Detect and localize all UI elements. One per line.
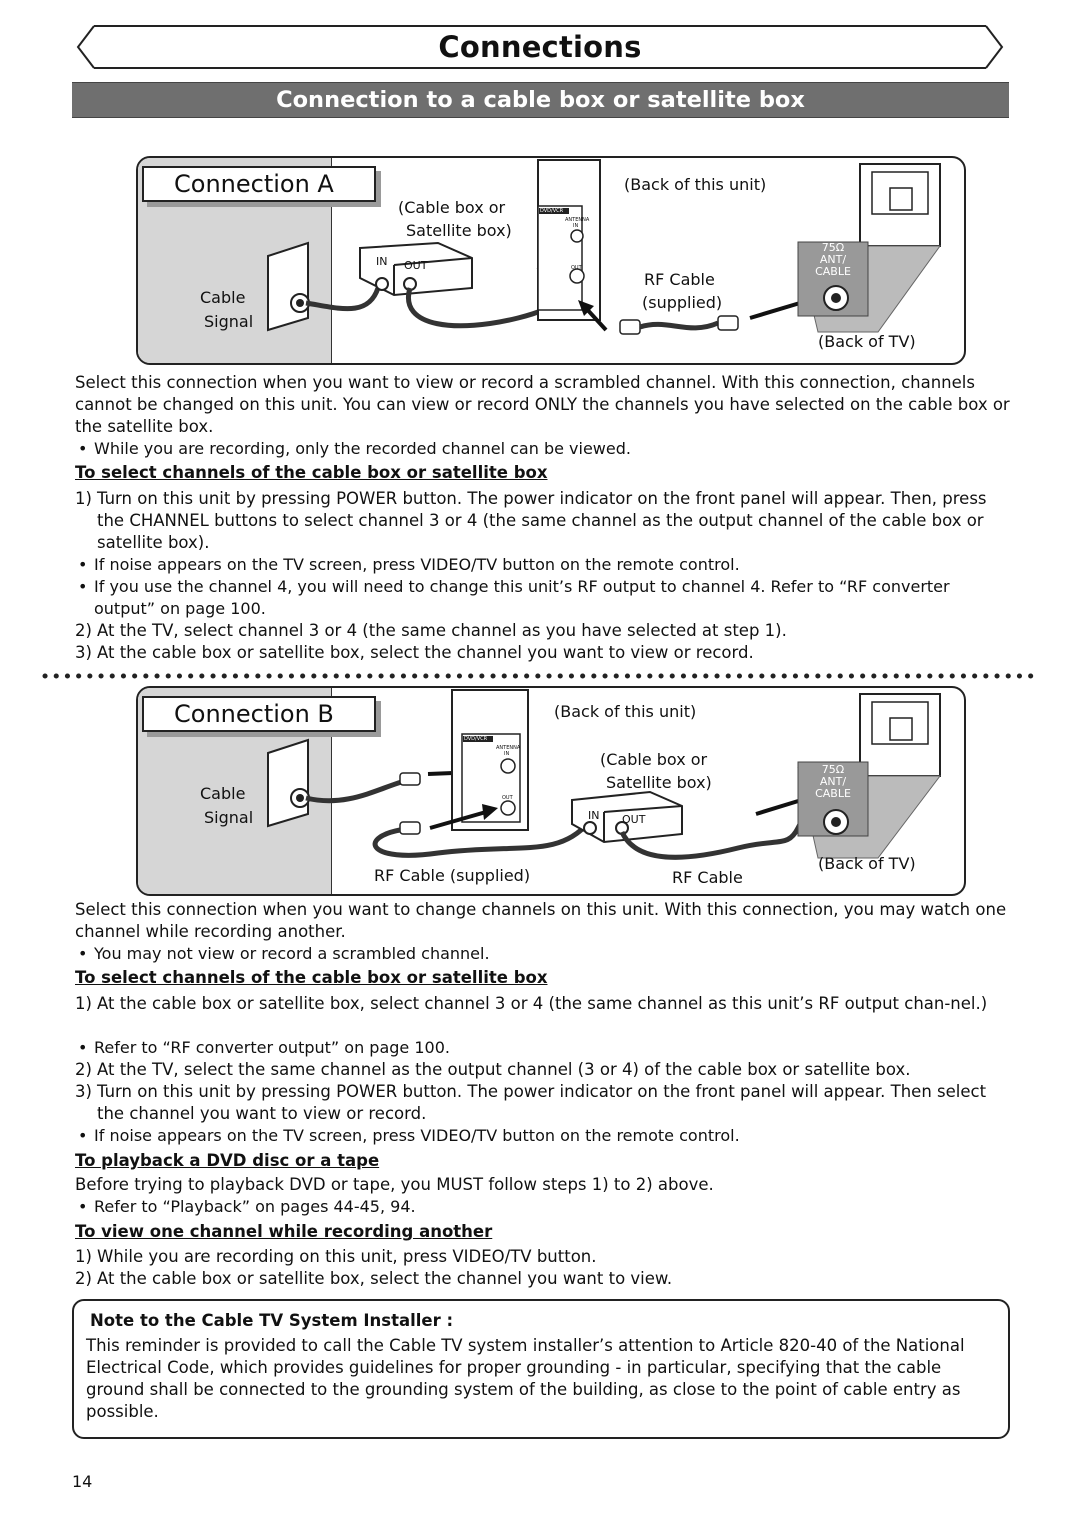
- dotted-separator: [42, 670, 1042, 682]
- unit-antenna-label: ANTENNA: [496, 745, 521, 751]
- bullet-mark: •: [78, 1038, 88, 1057]
- box-out-label: OUT: [622, 813, 646, 826]
- step-text: At the TV, select channel 3 or 4 (the same channel as you have selected at step 1).: [97, 621, 787, 640]
- rf-cable-label: RF Cable: [672, 868, 743, 887]
- step-text: Turn on this unit by pressing POWER button. The power indicator on the front panel will appear. Then, press the CHANNEL buttons to select channel 3 or 4 (the same channel as the output channel of the cable box or satellite box).: [97, 489, 987, 552]
- tv-cable-label: CABLE: [815, 265, 851, 278]
- bullet-mark: •: [78, 577, 88, 596]
- supplied-label: (supplied): [642, 293, 723, 312]
- step-number: 1): [75, 994, 92, 1013]
- note-body: This reminder is provided to call the Cable TV system installer’s attention to Article 820-40 of the National Electrical Code, which provides guidelines for proper grounding - in particular, specifying that the cable ground shall be connected to the grounding system of the building, as close to the point of cable entry as possible.: [86, 1336, 965, 1421]
- signal-label: Signal: [204, 808, 254, 827]
- back-of-unit-label: (Back of this unit): [554, 702, 697, 721]
- bullet-refer-rf: [78, 1037, 1013, 1059]
- heading-view-one-channel: To view one channel while recording another: [75, 1222, 493, 1241]
- connection-a-diagram: [136, 156, 966, 365]
- step-a1: [75, 488, 1010, 554]
- step-number: 1): [75, 489, 92, 508]
- tv-75-label: 75Ω: [821, 241, 845, 254]
- view-step-2: [75, 1268, 1010, 1290]
- bullet-text: If noise appears on the TV screen, press VIDEO/TV button on the remote control.: [94, 1126, 740, 1145]
- step-text: At the cable box or satellite box, select channel 3 or 4 (the same channel as this unit’s RF output chan-nel.): [97, 994, 988, 1013]
- installer-note-box: [72, 1299, 1010, 1439]
- heading-select-channels-a: To select channels of the cable box or satellite box: [75, 463, 548, 482]
- box-out-label: OUT: [404, 259, 428, 272]
- step-text: Turn on this unit by pressing POWER button. The power indicator on the front panel will appear. Then select the channel you want to view or record.: [97, 1082, 987, 1123]
- bullet-text: Refer to “RF converter output” on page 100.: [94, 1038, 450, 1057]
- unit-out-label: OUT: [571, 265, 582, 271]
- section-title-bar: [72, 82, 1009, 118]
- heading-playback: To playback a DVD disc or a tape: [75, 1151, 380, 1170]
- note-title: Note to the Cable TV System Installer :: [90, 1311, 454, 1330]
- view-step-1: [75, 1246, 1010, 1268]
- cable-label: Cable: [200, 784, 246, 803]
- tv-ant-label: ANT/: [819, 775, 847, 788]
- cable-box-label-2: Satellite box): [606, 773, 712, 792]
- connection-b-label: Connection B: [142, 696, 376, 732]
- connection-b-intro: Select this connection when you want to change channels on this unit. With this connection, you may watch one channel while recording another.: [75, 900, 1007, 941]
- tv-ant-label: ANT/: [819, 253, 847, 266]
- bullet-text: You may not view or record a scrambled channel.: [94, 944, 490, 963]
- back-of-tv-label: (Back of TV): [818, 332, 916, 351]
- box-in-label: IN: [376, 255, 388, 268]
- step-number: 2): [75, 1269, 92, 1288]
- step-text: At the cable box or satellite box, select the channel you want to view.: [97, 1269, 673, 1288]
- page-title: Connections: [438, 30, 642, 64]
- page-number: 14: [72, 1472, 93, 1491]
- signal-label: Signal: [204, 312, 254, 331]
- bullet-mark: •: [78, 944, 88, 963]
- bullet-scrambled: [78, 943, 1013, 965]
- connection-a-intro: Select this connection when you want to view or record a scrambled channel. With this connection, channels cannot be changed on this unit. You can view or record ONLY the channels you have selected on the cable box or the satellite box.: [75, 373, 1010, 436]
- unit-in-label: IN: [573, 223, 579, 229]
- playback-text: Before trying to playback DVD or tape, you MUST follow steps 1) to 2) above.: [75, 1175, 714, 1194]
- step-a3: [75, 642, 1010, 664]
- cable-box-label-1: (Cable box or: [600, 750, 708, 769]
- back-of-unit-label: (Back of this unit): [624, 175, 767, 194]
- connection-a-label: Connection A: [142, 166, 376, 202]
- step-text: At the TV, select the same channel as the output channel (3 or 4) of the cable box or satellite box.: [97, 1060, 911, 1079]
- bullet-playback: [78, 1196, 1013, 1218]
- unit-brand: DVD/VCR: [464, 736, 488, 742]
- tv-75-label: 75Ω: [821, 763, 845, 776]
- back-of-tv-label: (Back of TV): [818, 854, 916, 873]
- bullet-mark: •: [78, 1126, 88, 1145]
- unit-out-label: OUT: [502, 795, 513, 801]
- rf-cable-supplied-label: RF Cable (supplied): [374, 866, 531, 885]
- rf-cable-label: RF Cable: [644, 270, 715, 289]
- bullet-mark: •: [78, 439, 88, 458]
- bullet-channel-4: [78, 576, 1013, 620]
- step-b1: [75, 993, 1010, 1015]
- unit-antenna-label: ANTENNA: [565, 217, 590, 223]
- box-in-label: IN: [588, 809, 600, 822]
- step-number: 1): [75, 1247, 92, 1266]
- bullet-noise-b: [78, 1125, 1013, 1147]
- bullet-mark: •: [78, 1197, 88, 1216]
- heading-select-channels-b: To select channels of the cable box or satellite box: [75, 968, 548, 987]
- bullet-text: If you use the channel 4, you will need to change this unit’s RF output to channel 4. Refer to “RF converter output” on page 100.: [94, 577, 950, 618]
- step-number: 2): [75, 1060, 92, 1079]
- unit-in-label: IN: [504, 751, 510, 757]
- step-b3: [75, 1081, 1010, 1125]
- step-number: 3): [75, 1082, 92, 1101]
- cable-box-label-1: (Cable box or: [398, 198, 506, 217]
- tv-cable-label: CABLE: [815, 787, 851, 800]
- bullet-recording: [78, 438, 1013, 460]
- step-text: At the cable box or satellite box, select the channel you want to view or record.: [97, 643, 754, 662]
- step-b2: [75, 1059, 1010, 1081]
- cable-label: Cable: [200, 288, 246, 307]
- section-title: Connection to a cable box or satellite box: [276, 87, 805, 113]
- bullet-mark: •: [78, 555, 88, 574]
- step-text: While you are recording on this unit, press VIDEO/TV button.: [97, 1247, 597, 1266]
- cable-box-label-2: Satellite box): [406, 221, 512, 240]
- step-a2: [75, 620, 1010, 642]
- step-number: 2): [75, 621, 92, 640]
- bullet-text: If noise appears on the TV screen, press VIDEO/TV button on the remote control.: [94, 555, 740, 574]
- bullet-noise-a: [78, 554, 1013, 576]
- bullet-text: While you are recording, only the recorded channel can be viewed.: [94, 439, 631, 458]
- step-number: 3): [75, 643, 92, 662]
- unit-brand: DVD/VCR: [540, 208, 564, 214]
- connection-b-diagram: [136, 686, 966, 896]
- bullet-text: Refer to “Playback” on pages 44-45, 94.: [94, 1197, 416, 1216]
